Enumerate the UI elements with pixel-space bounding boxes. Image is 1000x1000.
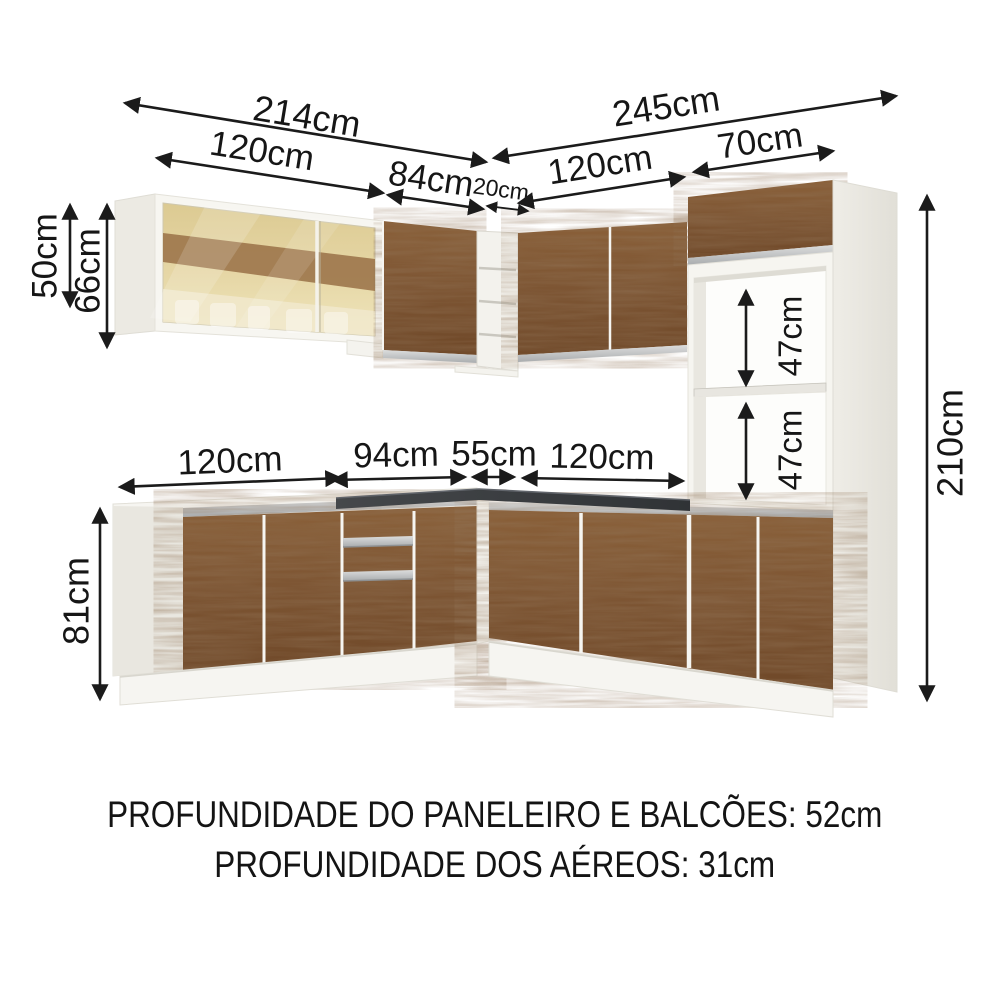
dim-label-47-bottom: 47cm <box>771 409 809 491</box>
glass-wall-cabinet <box>115 194 383 358</box>
footer-depth-line2: PROFUNDIDADE DOS AÉREOS: 31cm <box>214 844 776 886</box>
base-left-run <box>113 488 477 705</box>
dim-base-height <box>56 509 101 699</box>
dim-label-55: 55cm <box>451 434 537 474</box>
wall-cabinets-left <box>115 194 518 377</box>
dim-label-50: 50cm <box>25 213 65 299</box>
glass-cabinet-side-panel <box>115 194 155 335</box>
dim-label-210: 210cm <box>929 388 971 498</box>
dim-label-70: 70cm <box>714 115 806 167</box>
dim-label-66: 66cm <box>68 228 108 314</box>
dim-base-corner <box>451 435 537 478</box>
footer <box>107 793 882 886</box>
dim-wall-left-mid <box>386 153 483 209</box>
niche-upper-side-shade <box>694 277 706 389</box>
dim-label-120-base-right: 120cm <box>549 436 655 478</box>
dim-arrow-120-base-right <box>523 478 683 481</box>
dim-base-left-1 <box>120 439 340 487</box>
dim-wall-height-outer <box>26 205 71 306</box>
dim-base-right <box>523 437 683 481</box>
dim-label-47-top: 47cm <box>771 295 809 377</box>
dim-label-94: 94cm <box>352 434 440 476</box>
dim-label-84: 84cm <box>385 153 477 205</box>
base-right-run <box>489 502 833 717</box>
dim-label-120-wall-right: 120cm <box>545 137 655 193</box>
dim-arrow-20 <box>487 206 528 211</box>
niche-lower-side-shade <box>694 396 706 499</box>
dim-wall-right-total <box>494 77 896 158</box>
corner-filler <box>477 501 489 644</box>
dim-total-height <box>927 196 971 700</box>
footer-depth-line1: PROFUNDIDADE DO PANELEIRO E BALCÕES: 52cm <box>107 794 883 836</box>
dim-label-214: 214cm <box>250 87 364 145</box>
base-left-side-panel <box>113 506 183 676</box>
dim-label-120-base-left: 120cm <box>176 439 284 483</box>
wall-cabinet-120 <box>518 222 687 362</box>
dim-label-245: 245cm <box>609 77 723 135</box>
dim-base-left-2 <box>333 435 465 480</box>
dim-wall-right-cab <box>519 138 684 203</box>
tall-cabinet-side-panel <box>833 180 897 692</box>
dim-wall-height-inner <box>69 205 108 347</box>
wall-cabinet-84 <box>383 221 477 363</box>
dim-arrow-94 <box>333 477 465 480</box>
base-cabinets <box>113 488 833 717</box>
dim-label-120-wall-left: 120cm <box>207 123 317 179</box>
dim-wall-corner <box>471 172 530 211</box>
dim-label-81: 81cm <box>55 556 97 646</box>
dim-label-20: 20cm <box>471 172 531 206</box>
